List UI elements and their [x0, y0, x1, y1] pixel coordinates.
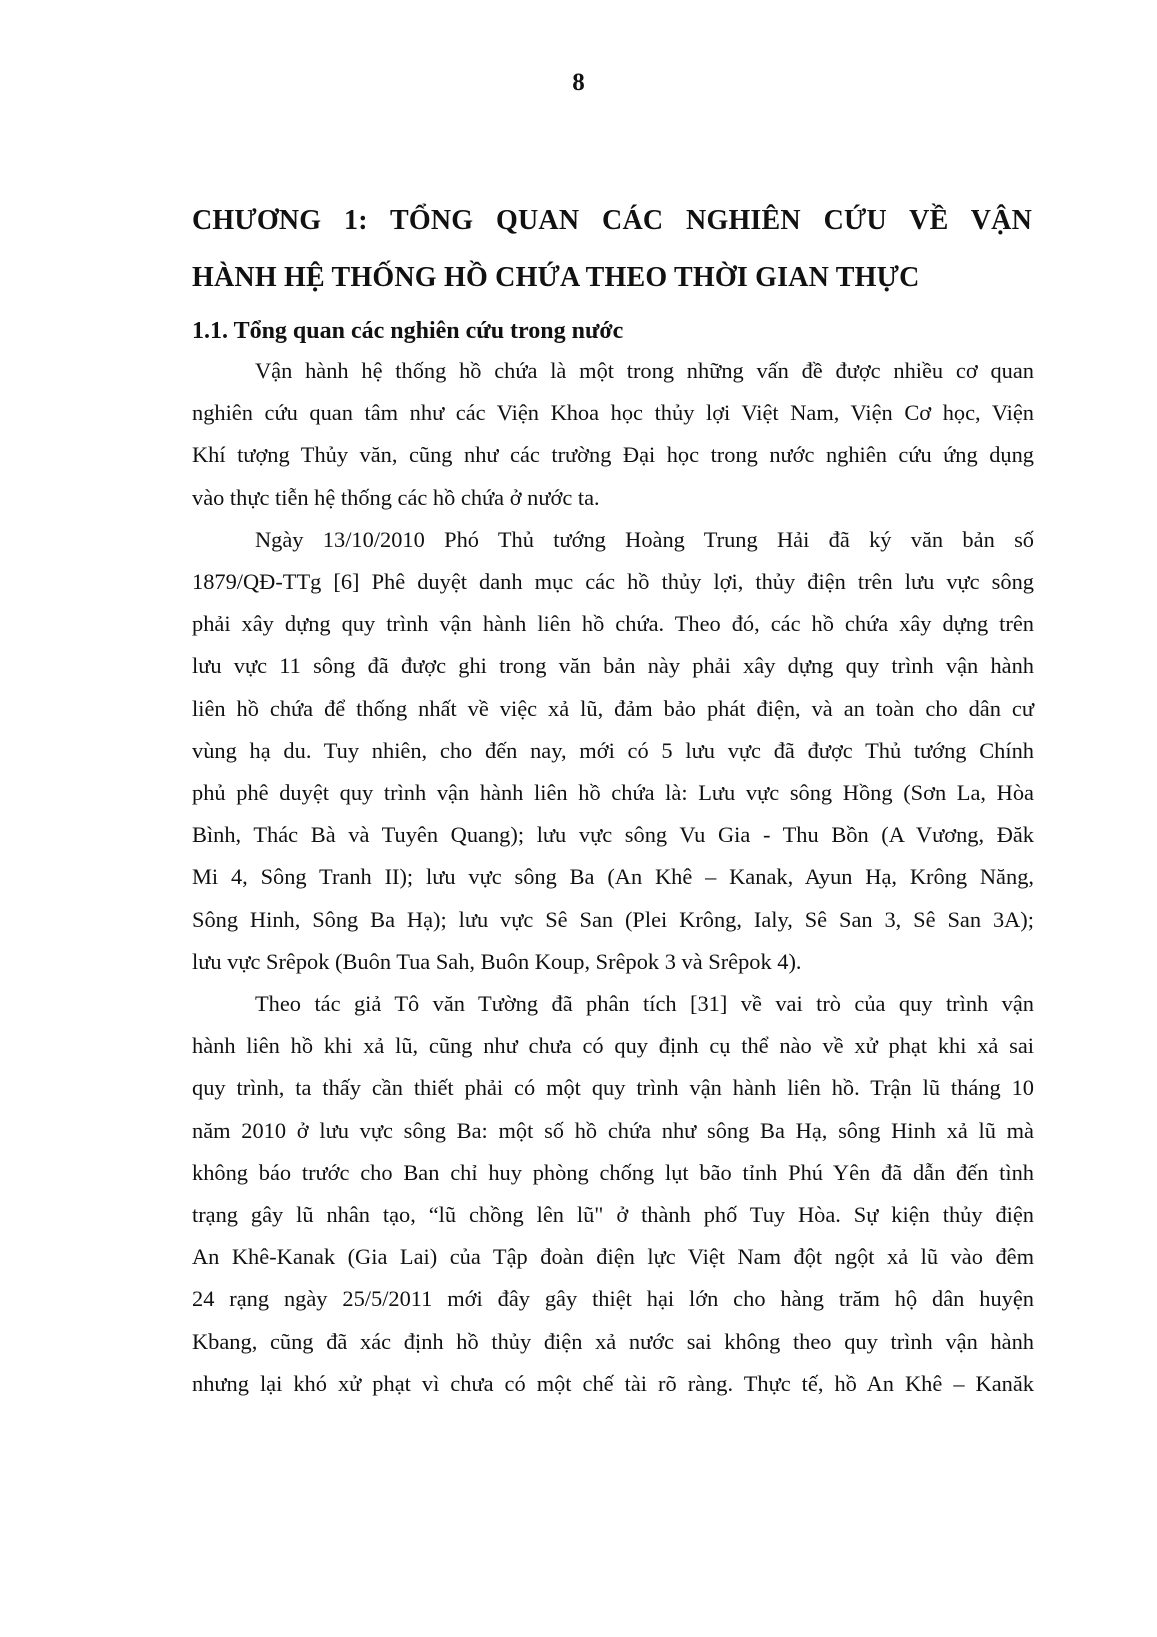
section-heading: 1.1. Tổng quan các nghiên cứu trong nước	[192, 318, 624, 344]
paragraph-line: lưu vực 11 sông đã được ghi trong văn bản này phải xây dựng quy trình vận hành	[192, 653, 1034, 679]
paragraph-line: Khí tượng Thủy văn, cũng như các trường Đại học trong nước nghiên cứu ứng dụng	[192, 442, 1034, 468]
paragraph-line: Theo tác giả Tô văn Tường đã phân tích [31] về vai trò của quy trình vận	[255, 991, 1034, 1017]
page-number: 8	[572, 69, 585, 96]
chapter-title	[192, 192, 1032, 306]
paragraph-line: Kbang, cũng đã xác định hồ thủy điện xả nước sai không theo quy trình vận hành	[192, 1328, 1034, 1354]
paragraph-line: 1879/QĐ-TTg [6] Phê duyệt danh mục các hồ thủy lợi, thủy điện trên lưu vực sông	[192, 569, 1034, 595]
paragraph-line: Bình, Thác Bà và Tuyên Quang); lưu vực sông Vu Gia - Thu Bồn (A Vương, Đăk	[192, 822, 1034, 848]
paragraph-line: Mi 4, Sông Tranh II); lưu vực sông Ba (An Khê – Kanak, Ayun Hạ, Krông Năng,	[192, 864, 1034, 890]
paragraph-line: nhưng lại khó xử phạt vì chưa có một chế tài rõ ràng. Thực tế, hồ An Khê – Kanăk	[192, 1370, 1034, 1396]
paragraph-line: liên hồ chứa để thống nhất về việc xả lũ, đảm bảo phát điện, và an toàn cho dân cư	[192, 695, 1034, 721]
paragraph	[192, 983, 1034, 1405]
paragraph-line: quy trình, ta thấy cần thiết phải có một quy trình vận hành liên hồ. Trận lũ tháng 10	[192, 1075, 1034, 1101]
paragraph-line: hành liên hồ khi xả lũ, cũng như chưa có quy định cụ thể nào về xử phạt khi xả sai	[192, 1033, 1034, 1059]
paragraph	[192, 519, 1034, 983]
paragraph-line: không báo trước cho Ban chỉ huy phòng chống lụt bão tỉnh Phú Yên đã dẫn đến tình	[192, 1159, 1034, 1185]
paragraph-line: Vận hành hệ thống hồ chứa là một trong những vấn đề được nhiều cơ quan	[255, 358, 1034, 383]
chapter-title-line: HÀNH HỆ THỐNG HỒ CHỨA THEO THỜI GIAN THỰC	[192, 262, 920, 293]
paragraph-line: Ngày 13/10/2010 Phó Thủ tướng Hoàng Trung Hải đã ký văn bản số	[255, 526, 1034, 552]
paragraph-line: trạng gây lũ nhân tạo, “lũ chồng lên lũ" ở thành phố Tuy Hòa. Sự kiện thủy điện	[192, 1202, 1034, 1228]
paragraph-line: phải xây dựng quy trình vận hành liên hồ chứa. Theo đó, các hồ chứa xây dựng trên	[192, 611, 1034, 637]
paragraph-line: An Khê-Kanak (Gia Lai) của Tập đoàn điện lực Việt Nam đột ngột xả lũ vào đêm	[192, 1244, 1034, 1270]
paragraph-line: vùng hạ du. Tuy nhiên, cho đến nay, mới có 5 lưu vực đã được Thủ tướng Chính	[192, 737, 1034, 763]
paragraph-line: nghiên cứu quan tâm như các Viện Khoa học thủy lợi Việt Nam, Viện Cơ học, Viện	[192, 400, 1034, 426]
chapter-title-line: CHƯƠNG 1: TỔNG QUAN CÁC NGHIÊN CỨU VỀ VẬN	[192, 205, 1032, 236]
paragraph-line: Sông Hinh, Sông Ba Hạ); lưu vực Sê San (Plei Krông, Ialy, Sê San 3, Sê San 3A);	[192, 906, 1034, 932]
paragraph-line: lưu vực Srêpok (Buôn Tua Sah, Buôn Koup, Srêpok 3 và Srêpok 4).	[192, 948, 802, 974]
paragraph-line: phủ phê duyệt quy trình vận hành liên hồ chứa là: Lưu vực sông Hồng (Sơn La, Hòa	[192, 780, 1034, 806]
paragraph-line: vào thực tiễn hệ thống các hồ chứa ở nước ta.	[192, 484, 600, 510]
paragraph	[192, 350, 1034, 519]
paragraph-line: năm 2010 ở lưu vực sông Ba: một số hồ chứa như sông Ba Hạ, sông Hinh xả lũ mà	[192, 1117, 1034, 1143]
body-text	[192, 350, 1034, 1405]
paragraph-line: 24 rạng ngày 25/5/2011 mới đây gây thiệt hại lớn cho hàng trăm hộ dân huyện	[192, 1286, 1034, 1312]
